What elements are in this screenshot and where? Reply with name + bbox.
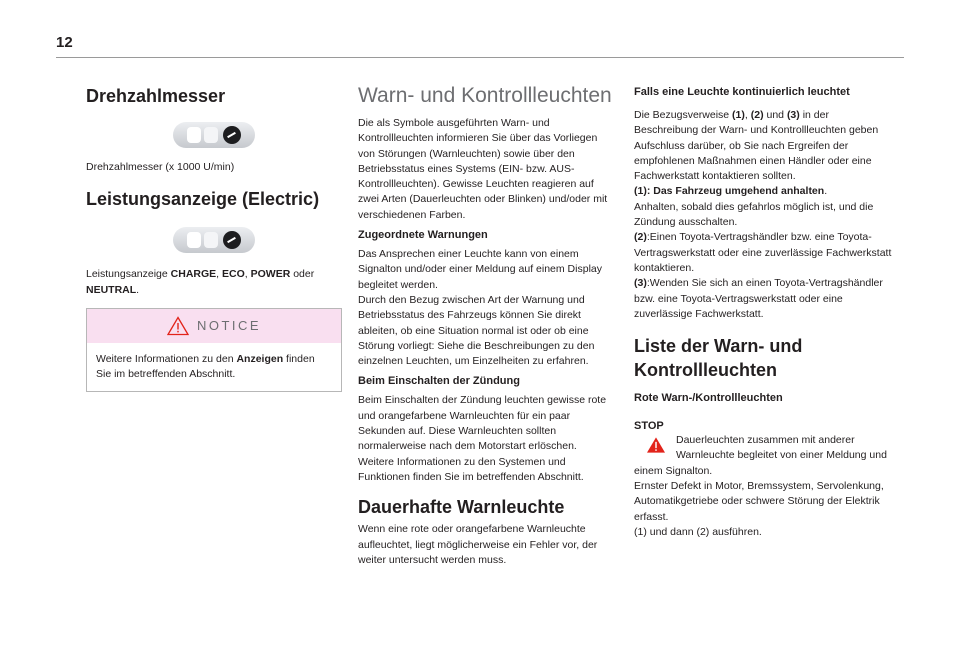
reference-text-part: Die Bezugsverweise bbox=[634, 109, 733, 121]
red-warning-lights-heading: Rote Warn-/Kontrollleuchten bbox=[634, 392, 783, 405]
reference-separator: und bbox=[763, 109, 787, 121]
continuous-light-heading: Falls eine Leuchte kontinuierlich leuchtet bbox=[634, 86, 850, 98]
reference-item-1-dot: . bbox=[824, 185, 828, 198]
reference-item-3-label: (3) bbox=[634, 277, 647, 290]
reference-text-part: in der Beschreibung der Warn- und Kontrollleuchten geben Aufschluss darüber, ob Sie nach Ergreifen der empfohlenen Maßnahmen einen Händler oder eine Fachwerkstatt kontaktieren sollten. bbox=[634, 109, 879, 183]
reference-item-1-label: (1): Das Fahrzeug umgehend anhalten bbox=[634, 185, 825, 198]
permanent-warning-heading: Dauerhafte Warnleuchte bbox=[358, 497, 565, 518]
reference-1: (1) bbox=[732, 109, 745, 121]
reference-item-1 bbox=[634, 184, 892, 230]
notice-bold-term: Anzeigen bbox=[236, 352, 284, 365]
warning-triangle-icon bbox=[646, 436, 666, 454]
associated-warnings-text-2: Durch den Bezug zwischen Art der Warnung und Betriebsstatus des Fahrzeugs können Sie direkt ableiten, ob eine Situation normal ist oder ob eine Störung vorliegt: Siehe die Beschreibungen zu den einzelnen Leuchten, um Einzelheiten zu erfahren. bbox=[358, 293, 595, 368]
associated-warnings-heading: Zugeordnete Warnungen bbox=[358, 229, 488, 242]
reference-separator: , bbox=[744, 109, 751, 121]
page-number: 12 bbox=[56, 34, 73, 51]
reference-3: (3) bbox=[786, 109, 800, 121]
reference-item-1-text: Anhalten, sobald dies gefahrlos möglich ist, und die Zündung ausschalten. bbox=[634, 200, 874, 229]
caption-text: oder bbox=[290, 268, 315, 281]
associated-warnings-text-1: Das Ansprechen einer Leuchte kann von einem Signalton und/oder einer Meldung auf einem Display begleitet werden. bbox=[358, 248, 602, 291]
caption-separator: , bbox=[216, 268, 223, 281]
notice-box bbox=[86, 308, 342, 393]
reference-2: (2) bbox=[750, 109, 764, 121]
power-meter-cluster-icon bbox=[86, 227, 342, 253]
reference-text bbox=[634, 108, 892, 184]
reference-item-2 bbox=[634, 230, 892, 276]
ignition-text-2: Weitere Informationen zu den Systemen und Funktionen finden Sie im betreffenden Abschnitt. bbox=[358, 455, 584, 483]
permanent-warning-text: Wenn eine rote oder orangefarbene Warnleuchte aufleuchtet, liegt möglicherweise ein Fehler vor, der weiter untersucht werden muss. bbox=[358, 523, 598, 566]
stop-text-1: Dauerleuchten zusammen mit anderer Warnleuchte begleitet von einer Meldung und einem Signalton. bbox=[634, 434, 887, 477]
ignition-text-1: Beim Einschalten der Zündung leuchten gewisse rote und orangefarbene Warnleuchten für ein paar Sekunden auf. Diese Warnleuchten sollten normalerweise nach dem Motorstart erlöschen. bbox=[358, 394, 607, 453]
stop-text-2: Ernster Defekt in Motor, Bremssystem, Servolenkung, Automatikgetriebe oder schwere Störung der Elektrik erfasst. bbox=[634, 480, 884, 523]
notice-header bbox=[87, 309, 341, 343]
tachometer-caption: Drehzahlmesser (x 1000 U/min) bbox=[86, 161, 235, 173]
mode-eco: ECO bbox=[222, 268, 245, 281]
power-meter-caption bbox=[86, 267, 342, 298]
stop-warning-entry bbox=[634, 420, 892, 540]
tachometer-heading: Drehzahlmesser bbox=[86, 86, 226, 106]
middle-column bbox=[358, 82, 612, 568]
warning-triangle-icon bbox=[167, 316, 189, 336]
tachometer-cluster-icon bbox=[86, 122, 342, 148]
warning-list-heading: Liste der Warn- und Kontrollleuchten bbox=[634, 336, 803, 381]
header-rule bbox=[56, 57, 904, 58]
notice-text bbox=[96, 352, 332, 383]
caption-separator: , bbox=[244, 268, 251, 281]
reference-item-2-label: (2) bbox=[634, 231, 647, 244]
mode-power: POWER bbox=[250, 268, 291, 281]
mode-charge: CHARGE bbox=[170, 268, 217, 281]
reference-item-2-text: :Einen Toyota-Vertragshändler bzw. eine Toyota-Vertragswerkstatt oder eine zuverlässige Fachwerkstatt kontaktieren. bbox=[634, 231, 892, 274]
power-meter-heading: Leistungsanzeige (Electric) bbox=[86, 189, 320, 210]
stop-label: STOP bbox=[634, 420, 664, 433]
notice-text-part: Weitere Informationen zu den bbox=[96, 352, 237, 365]
mode-neutral: NEUTRAL bbox=[86, 283, 137, 296]
notice-text-part: finden Sie im betreffenden Abschnitt. bbox=[96, 352, 315, 381]
caption-text: Leistungsanzeige bbox=[86, 268, 171, 281]
caption-text: . bbox=[136, 283, 140, 296]
reference-item-3 bbox=[634, 276, 892, 322]
reference-item-3-text: :Wenden Sie sich an einen Toyota-Vertragshändler bzw. eine Toyota-Vertragswerkstatt oder eine zuverlässige Fachwerkstatt. bbox=[634, 277, 883, 320]
notice-title: NOTICE bbox=[196, 318, 262, 334]
warning-lights-heading: Warn- und Kontrollleuchten bbox=[358, 84, 612, 107]
left-column bbox=[86, 82, 342, 392]
stop-text-3: (1) und dann (2) ausführen. bbox=[634, 525, 762, 538]
right-column bbox=[634, 82, 892, 540]
ignition-heading: Beim Einschalten der Zündung bbox=[358, 375, 520, 388]
intro-text: Die als Symbole ausgeführten Warn- und Kontrollleuchten informieren Sie über das Vorliegen von Störungen (Warnleuchten) sowie über den Betriebsstatus eines Systems (EIN- bzw. AUS-Kontrollleuchten). Gewisse Leuchten reagieren auf zwei Arten (Dauerleuchten oder Blinken) und/oder mit verschiedenen Farben. bbox=[358, 117, 608, 221]
